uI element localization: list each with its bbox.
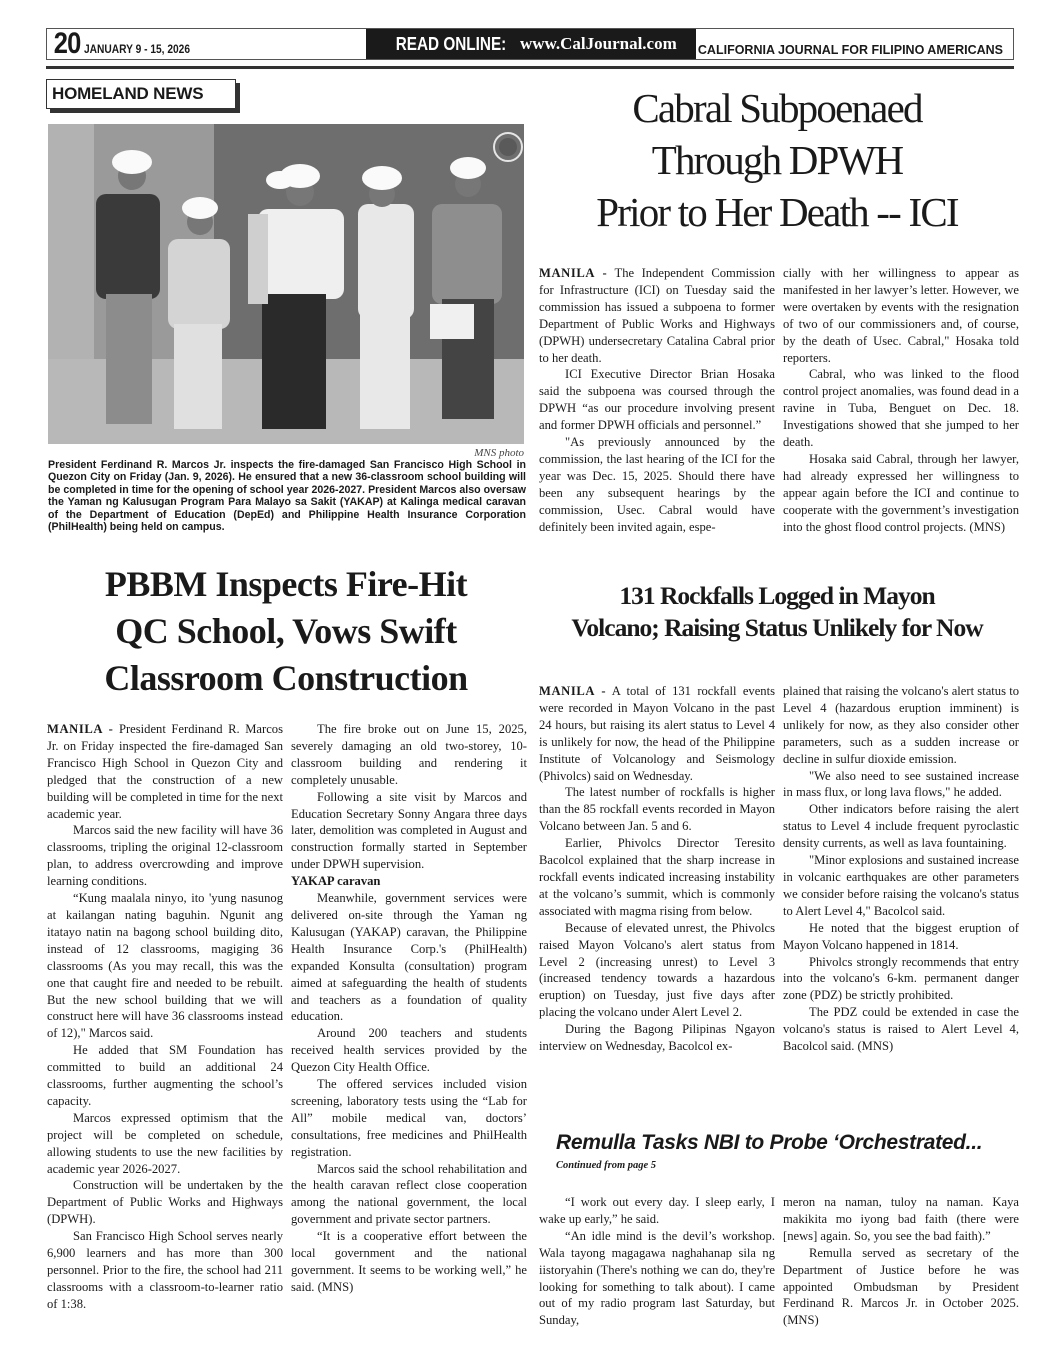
paragraph: "Minor explosions and sustained increase in volcanic earthquakes are other parameters we consider before raising the volcano's status to Alert Level 4," Bacolcol said. xyxy=(783,853,1019,918)
mayon-column-2 xyxy=(783,683,1019,1055)
paragraph: “I work out every day. I sleep early, I wake up early,” he said. xyxy=(539,1195,775,1226)
paragraph: He noted that the biggest eruption of Mayon Volcano happened in 1814. xyxy=(783,920,1019,952)
paragraph: The offered services included vision screening, laboratory tests using the “Lab for All” mobile medical van, doctors’ consultations, free medicines and PhilHealth registration. xyxy=(291,1077,527,1159)
paragraph: During the Bagong Pilipinas Ngayon interview on Wednesday, Bacolcol ex- xyxy=(539,1022,775,1054)
paragraph: Marcos expressed optimism that the project will be completed on schedule, allowing students to use the new facilities by academic year 2026-2027. xyxy=(47,1110,283,1176)
masthead xyxy=(46,28,1014,60)
headline-line: 131 Rockfalls Logged in Mayon xyxy=(619,581,935,610)
pbbm-column-1 xyxy=(47,721,283,1313)
paragraph: “An idle mind is the devil’s workshop. Wala tayong magagawa naghahanap sila ng iistoryahin (There's nothing we can do, they're looking for something to talk about). I came out of my radio program last Saturday, but Sunday, xyxy=(539,1228,775,1328)
photo-credit: MNS photo xyxy=(474,447,524,459)
paragraph: Remulla served as secretary of the Department of Justice before he was appointed Ombudsman by President Ferdinand R. Marcos Jr. in October 2025. (MNS) xyxy=(783,1245,1019,1328)
paragraph xyxy=(47,721,283,822)
headline-pbbm xyxy=(46,561,526,702)
headline-line: QC School, Vows Swift xyxy=(115,611,457,651)
paragraph: Construction will be undertaken by the Department of Public Works and Highways (DPWH). xyxy=(47,1178,283,1227)
subheading: YAKAP caravan xyxy=(291,874,381,889)
paragraph xyxy=(539,265,775,366)
paragraph: Meanwhile, government services were delivered on-site through the Yaman ng Kalusugan (YAKAP) caravan, the Philippine Health Insurance Corp.'s (PhilHealth) expanded Konsulta (consultation) program aimed at safeguarding the health of students and teachers as a foundation of quality education. xyxy=(291,891,527,1024)
headline-line: Classroom Construction xyxy=(104,658,468,698)
paragraph: The latest number of rockfalls is higher than the 85 rockfall events recorded in Mayon Volcano between Jan. 5 and 6. xyxy=(539,785,775,834)
headline-mayon xyxy=(540,580,1014,644)
continued-from-label[interactable]: Continued from page 5 xyxy=(556,1160,657,1171)
news-photo xyxy=(48,124,524,444)
mayon-column-1 xyxy=(539,683,775,1055)
paragraph: Hosaka said Cabral, through her lawyer, had already expressed her willingness to appear again before the ICI and continue to cooperate with the government’s investigation into the ghost flood control projects. (MNS) xyxy=(783,451,1019,534)
paragraph-text: A total of 131 rockfall events were recorded in Mayon Volcano in the past 24 hours, but raising its alert status to Level 4 is unlikely for now, the head of the Philippine Institute of Volcanology and Seismology (Phivolcs) said on Wednesday. xyxy=(539,684,775,783)
paragraph: Around 200 teachers and students received health services provided by the Quezon City Health Office. xyxy=(291,1026,527,1075)
read-online-label: READ ONLINE: xyxy=(395,33,507,54)
page-number: 20 xyxy=(53,27,81,60)
paragraph: ICI Executive Director Brian Hosaka said the subpoena was coursed through the DPWH “as our procedure involving present and former DPWH officials and personnel.” xyxy=(539,367,775,433)
headline-line: Prior to Her Death -- ICI xyxy=(596,189,958,235)
headline-line: Through DPWH xyxy=(651,137,903,183)
section-tag: HOMELAND NEWS xyxy=(46,79,236,109)
photo-caption: President Ferdinand R. Marcos Jr. inspects the fire-damaged San Francisco High School in Quezon City on Friday (Jan. 9, 2026). He ensured that a new 36-classroom school building will be completed in time for the opening of school year 2026-2027. President Marcos also oversaw the Yaman ng Kalusugan Program Para Malayo sa Sakit (YAKAP) at Kalinga medical caravan of the Department of Education (DepEd) and Philippine Health Insurance Corporation (PhilHealth) being held on campus. xyxy=(48,459,526,534)
paragraph: He added that SM Foundation has committed to build an additional 24 classrooms, further augmenting the school’s capacity. xyxy=(47,1043,283,1108)
read-online-link[interactable]: www.CalJournal.com xyxy=(519,34,677,53)
remulla-column-2 xyxy=(783,1194,1019,1329)
paragraph-text: President Ferdinand R. Marcos Jr. on Friday inspected the fire-damaged San Francisco High School in Quezon City and pledged that the construction of a new building will be completed in time for the next academic year. xyxy=(47,722,283,821)
pbbm-column-2 xyxy=(291,721,527,1296)
headline-cabral xyxy=(540,82,1014,238)
photo-illustration xyxy=(48,124,524,444)
headline-line: Volcano; Raising Status Unlikely for Now xyxy=(571,613,983,642)
paragraph: meron na naman, tuloy na naman. Kaya makikita mo iyong bad faith (there were [news] again. So, you see the bad faith).” xyxy=(783,1195,1019,1243)
paragraph-text: The Independent Commission for Infrastructure (ICI) on Tuesday said the commission has issued a subpoena to former Department of Public Works and Highways (DPWH) undersecretary Catalina Cabral prior to her death. xyxy=(539,266,776,365)
cabral-column-2 xyxy=(783,265,1019,536)
cabral-column-1 xyxy=(539,265,775,536)
headline-remulla: Remulla Tasks NBI to Probe ‘Orchestrated... xyxy=(556,1131,983,1154)
paragraph: Cabral, who was linked to the flood control project anomalies, was found dead in a ravine in Tuba, Benguet on Dec. 18. Investigations showed that she jumped to her death. xyxy=(783,367,1019,450)
publication-name: CALIFORNIA JOURNAL FOR FILIPINO AMERICANS xyxy=(697,43,1003,57)
issue-date: JANUARY 9 - 15, 2026 xyxy=(84,42,191,56)
paragraph: San Francisco High School serves nearly 6,900 learners and has more than 300 personnel. Prior to the fire, the school had 211 classrooms with a classroom-to-learner ratio of 1:38. xyxy=(47,1229,283,1311)
paragraph: Following a site visit by Marcos and Education Secretary Sonny Angara three days later, demolition was completed in August and construction formally started in September under DPWH supervision. xyxy=(291,789,527,872)
headline-line: Cabral Subpoenaed xyxy=(632,85,922,131)
paragraph: The PDZ could be extended in case the volcano's status is raised to Alert Level 4, Bacolcol said. (MNS) xyxy=(783,1005,1019,1054)
paragraph: "We also need to see sustained increase in mass flux, or long lava flows," he added. xyxy=(783,768,1019,800)
paragraph: Earlier, Phivolcs Director Teresito Bacolcol explained that the sharp increase in rockfall events indicated increasing instability at the volcano’s summit, which is commonly associated with magma rising from below. xyxy=(539,836,775,918)
paragraph: “Kung maalala ninyo, ito 'yung nasunog at kailangan nating baguhin. Ngunit ang itatayo natin na bagong school building dito, instead of 12 classrooms, magiging 36 classrooms (As you may recall, this was the one that caught fire and needed to be rebuilt. But the new school building that we will construct here will have 36 classrooms instead of 12)," Marcos said. xyxy=(47,891,283,1041)
paragraph xyxy=(539,683,775,784)
paragraph: Other indicators before raising the alert status to Level 4 include frequent pyroclastic density currents, as well as lava fountaining. xyxy=(783,802,1019,851)
paragraph: Phivolcs strongly recommends that entry into the volcano's 6-km. permanent danger zone (PDZ) be strictly prohibited. xyxy=(783,954,1019,1003)
paragraph: cially with her willingness to appear as manifested in her lawyer’s letter. However, we were overtaken by events with the resignation of two of our commissioners and, of course, by the death of Usec. Cabral," Hosaka told reporters. xyxy=(783,266,1019,365)
remulla-column-1 xyxy=(539,1194,775,1329)
masthead-divider xyxy=(46,66,1014,69)
dateline: MANILA - xyxy=(539,266,608,280)
paragraph: Marcos said the new facility will have 36 classrooms, tripling the original 12-classroom plan, to address overcrowding and improve learning conditions. xyxy=(47,823,283,889)
dateline: MANILA - xyxy=(539,684,607,698)
paragraph: plained that raising the volcano's alert status to Level 4 (hazardous eruption imminent) is unlikely for now, as they also consider other parameters, such as a sudden increase or decline in sulfur dioxide emission. xyxy=(783,684,1019,766)
paragraph: “It is a cooperative effort between the local government and the national government. It seems to be working well,” he said. (MNS) xyxy=(291,1229,527,1294)
paragraph: "As previously announced by the commission, the last hearing of the ICI for the year was Dec. 15, 2025. Should there have been any subsequent hearings by the commission, Usec. Cabral would have definitely been invited again, espe- xyxy=(539,435,775,534)
dateline: MANILA - xyxy=(47,722,114,736)
paragraph: Marcos said the school rehabilitation and the health caravan reflect close cooperation among the national government, the local government and private sector partners. xyxy=(291,1161,527,1227)
read-online-banner xyxy=(366,29,696,59)
paragraph: The fire broke out on June 15, 2025, severely damaging an old two-storey, 10-classroom building and rendering it completely unusable. xyxy=(291,722,527,787)
paragraph: Because of elevated unrest, the Phivolcs raised Mayon Volcano's alert status from Level 2 (increasing unrest) to Level 3 (increased tendency towards a hazardous eruption) on Tuesday, just five days after placing the volcano under Alert Level 2. xyxy=(539,920,775,1020)
headline-line: PBBM Inspects Fire-Hit xyxy=(104,564,468,604)
